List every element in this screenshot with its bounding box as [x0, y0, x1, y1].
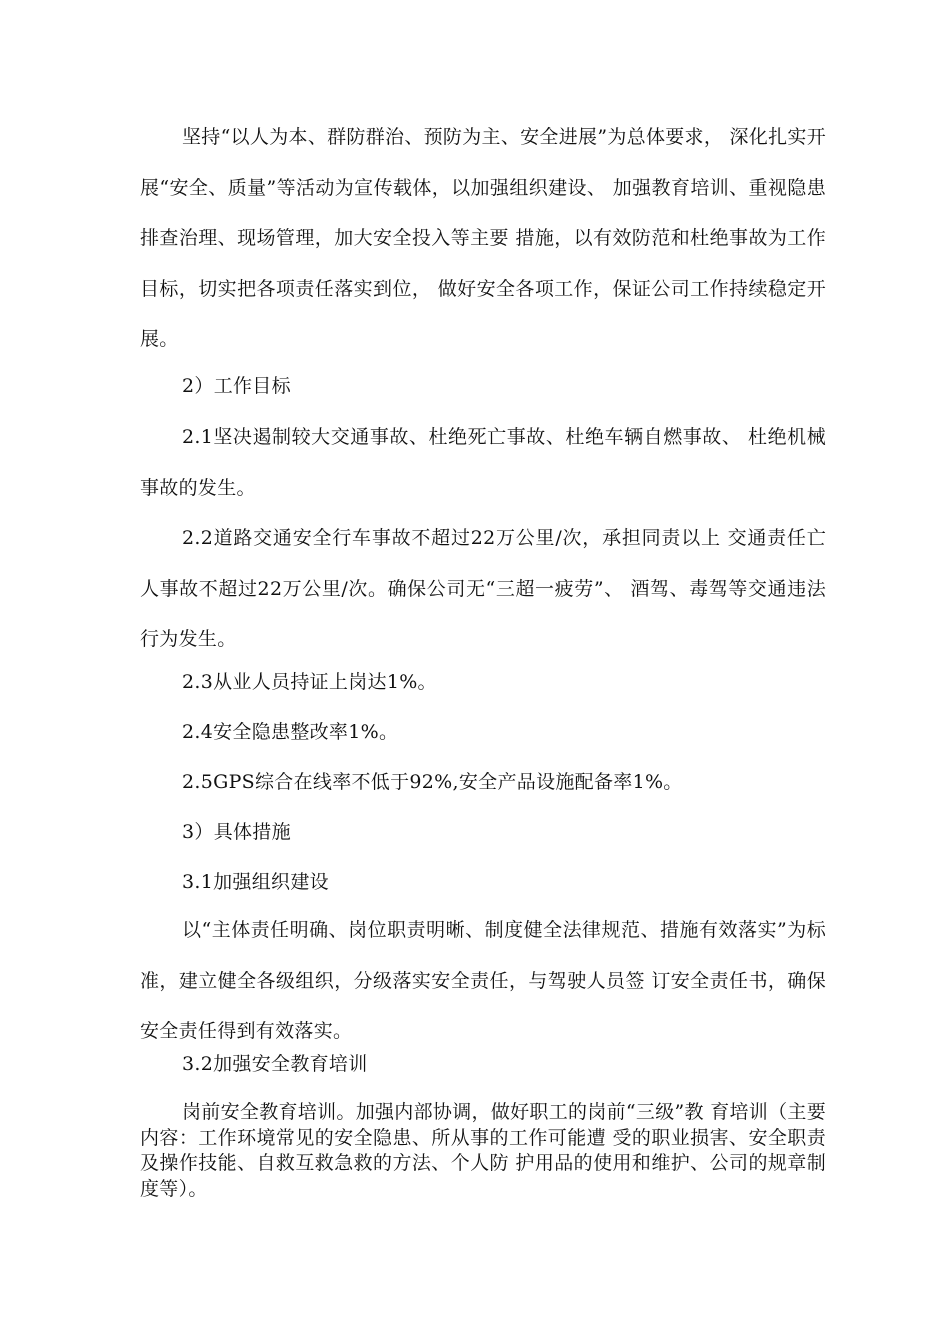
paragraph-goal-2-2: 2.2道路交通安全行车事故不超过22万公里/次，承担同责以上 交通责任亡人事故不超过22万公里/次。确保公司无“三超一疲劳”、 酒驾、毒驾等交通违法行为发生。 — [140, 527, 826, 650]
paragraph-goal-2-3: 2.3从业人员持证上岗达1%。 — [182, 671, 437, 693]
heading-specific-measures: 3）具体措施 — [182, 821, 291, 843]
heading-measure-3-1: 3.1加强组织建设 — [182, 871, 329, 893]
paragraph-goal-2-1: 2.1坚决遏制较大交通事故、杜绝死亡事故、杜绝车辆自燃事故、 杜绝机械事故的发生。 — [140, 426, 826, 499]
paragraph-goal-2-4: 2.4安全隐患整改率1%。 — [182, 721, 399, 743]
paragraph-measure-3-1: 以“主体责任明确、岗位职责明晰、制度健全法律规范、措施有效落实”为标准，建立健全各级组织，分级落实安全责任，与驾驶人员签 订安全责任书，确保安全责任得到有效落实。 — [140, 919, 826, 1042]
paragraph-general-requirements: 坚持“以人为本、群防群治、预防为主、安全进展”为总体要求， 深化扎实开展“安全、质量”等活动为宣传载体，以加强组织建设、 加强教育培训、重视隐患排查治理、现场管理，加大安全投入等主要 措施，以有效防范和杜绝事故为工作目标，切实把各项责任落实到位， 做好安全各项工作，保证公司工作持续稳定开展。 — [140, 126, 826, 350]
paragraph-measure-3-2: 岗前安全教育培训。加强内部协调，做好职工的岗前“三级”教 育培训（主要内容：工作环境常见的安全隐患、所从事的工作可能遭 受的职业损害、安全职责及操作技能、自救互救急救的方法、个人防 护用品的使用和维护、公司的规章制度等）。 — [140, 1101, 826, 1200]
heading-work-goals: 2）工作目标 — [182, 375, 291, 397]
paragraph-goal-2-5: 2.5GPS综合在线率不低于92%,安全产品设施配备率1%。 — [182, 771, 683, 793]
heading-measure-3-2: 3.2加强安全教育培训 — [182, 1053, 368, 1075]
